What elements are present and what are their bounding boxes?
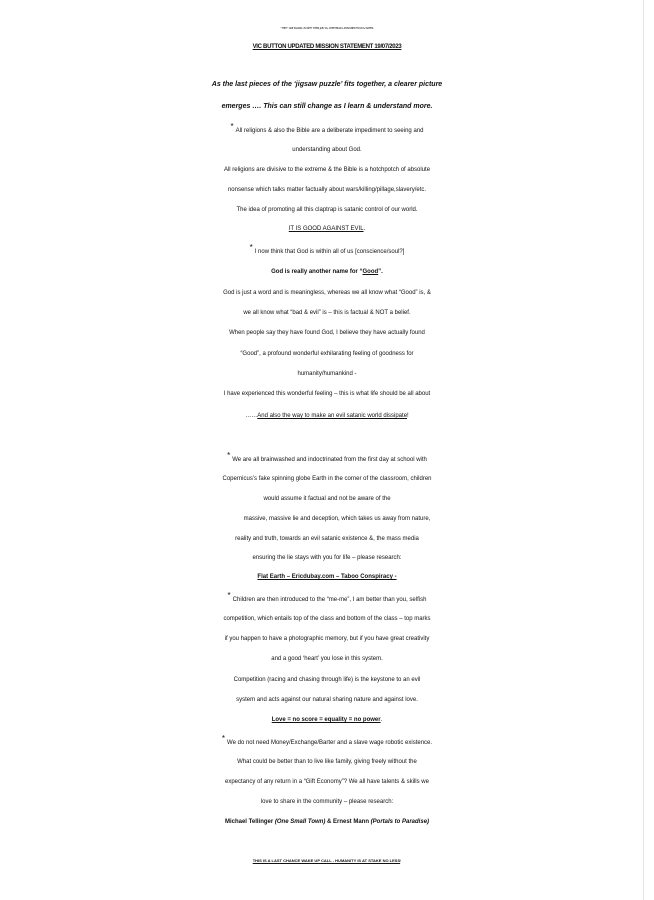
section2-line: God is just a word and is meaningless, whereas we all know what “Good” is, & [223, 290, 431, 296]
section5-line: What could be better than to live like family, giving freely without the [237, 759, 417, 765]
section4-line: and a good ‘heart’ you lose in this system. [271, 656, 383, 662]
section2-line: “Good”, a profound wonderful exhilarating feeling of goodness for [240, 351, 414, 357]
header-warning: “THEY” ARE KILLING US WITH THEIR JAB; 5G, CHEMTRAILS, POISONED FOOD & WATER. [280, 27, 374, 30]
section1-line: nonsense which talks matter factually about wars/killing/pillage,slavery/etc. [227, 187, 427, 193]
section2-line: we all know what “bad & evil” is – this is factual & NOT a belief. [243, 310, 411, 316]
section4-line: if you happen to have a photographic memory, but if you have great creativity [224, 636, 430, 642]
bullet-asterisk: * [227, 591, 231, 600]
section3-line: * We are all brainwashed and indoctrinated from the first day at school with [227, 451, 427, 463]
bullet-asterisk: * [227, 451, 231, 460]
section1-line: The idea of promoting all this claptrap is satanic control of our world. [236, 207, 418, 213]
section3-research-link: Flat Earth – Ericdubay.com – Taboo Conspiracy - [257, 574, 397, 580]
section5-references: Michael Tellinger (One Small Town) & Ernest Mann (Portals to Paradise) [224, 819, 430, 825]
section2-line: * I now think that God is within all of us [conscience/soul?] [249, 243, 405, 255]
intro-line: emerges …. This can still change as I learn & understand more. [221, 103, 433, 110]
section3-line: reality and truth, towards an evil satanic existence &, the mass media [235, 536, 419, 542]
section1-line: * All religions & also the Bible are a deliberate impediment to seeing and [230, 122, 424, 134]
section3-line: ensuring the lie stays with you for life – please research: [252, 555, 402, 561]
section4-motto: Love = no score = equality = no power. [271, 717, 383, 723]
section3-line: massive, massive lie and deception, which takes us away from nature, [243, 516, 431, 522]
section5-line: * We do not need Money/Exchange/Barter and a slave wage robotic existence. [221, 734, 433, 746]
section2-line: When people say they have found God, I believe they have actually found [229, 330, 425, 336]
bullet-asterisk: * [230, 122, 234, 131]
section2-bold-statement: God is really another name for “Good”. [271, 269, 383, 275]
section4-line: system and acts against our natural sharing nature and against love. [236, 697, 418, 703]
section2-line: humanity/humankind - [297, 371, 357, 377]
section3-line: Copernicus’s fake spinning globe Earth in the corner of the classroom, children [222, 476, 432, 482]
bullet-asterisk: * [249, 243, 253, 252]
section2-line: I have experienced this wonderful feeling – this is what life should be all about [223, 391, 431, 397]
section4-line: * Children are then introduced to the “me-me”, I am better than you, selfish [227, 591, 427, 603]
footer-call: THIS IS A LAST CHANCE WAKE UP CALL - HUMANITY IS AT STAKE NO LESS! [252, 858, 402, 863]
section3-line: would assume it factual and not be aware of the [263, 496, 391, 502]
section4-line: competition, which entails top of the class and bottom of the class – top marks [223, 616, 431, 622]
section1-line: understanding about God. [292, 147, 362, 153]
section1-emphasis: IT IS GOOD AGAINST EVIL. [288, 226, 366, 232]
section5-line: love to share in the community – please research: [260, 799, 394, 805]
section1-line: All religions are divisive to the extreme & the Bible is a hotchpotch of absolute [223, 167, 431, 173]
section2-closing: ……And also the way to make an evil satanic world dissipate! [245, 413, 409, 419]
document-title: VIC BUTTON UPDATED MISSION STATEMENT 19/07/2023 [252, 44, 402, 50]
section4-line: Competition (racing and chasing through life) is the keystone to an evil [233, 677, 421, 683]
section5-line: expectancy of any return in a “Gift Economy”? We all have talents & skills we [225, 779, 429, 785]
intro-line: As the last pieces of the ‘jigsaw puzzle’ fits together, a clearer picture [211, 81, 443, 88]
bullet-asterisk: * [221, 734, 226, 743]
